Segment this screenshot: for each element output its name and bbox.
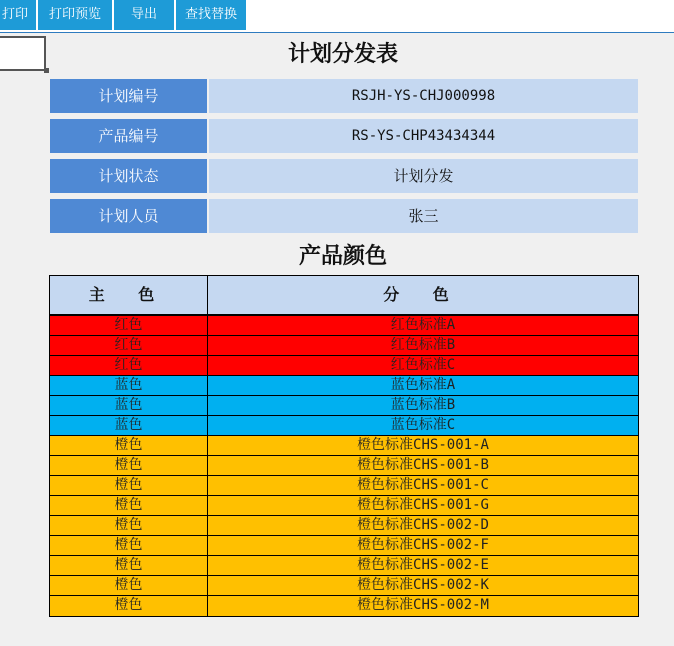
color-section-title: 产品颜色 [298, 243, 387, 269]
table-row [50, 516, 638, 536]
table-row [50, 476, 638, 496]
header-sub-color: 分 色 [383, 285, 463, 304]
find-replace-button[interactable]: 查找替换 [176, 0, 247, 30]
info-label: 计划编号 [50, 79, 207, 113]
main-color-cell[interactable]: 橙色 [50, 476, 208, 495]
print-button[interactable]: 打印 [0, 0, 37, 30]
main-color-cell[interactable]: 橙色 [50, 556, 208, 575]
color-table [49, 275, 639, 617]
info-value[interactable]: 计划分发 [209, 159, 638, 193]
table-row [50, 376, 638, 396]
main-color-cell[interactable]: 蓝色 [50, 396, 208, 415]
main-color-cell[interactable]: 橙色 [50, 516, 208, 535]
table-body [50, 316, 638, 616]
sub-color-cell[interactable]: 橙色标准CHS-002-K [357, 577, 489, 593]
sub-color-cell[interactable]: 红色标准C [390, 357, 456, 373]
page-title: 计划分发表 [287, 41, 398, 67]
info-label: 计划状态 [50, 159, 207, 193]
main-color-cell[interactable]: 蓝色 [50, 376, 208, 395]
selected-cell[interactable] [0, 36, 46, 71]
print-preview-button[interactable]: 打印预览 [38, 0, 113, 30]
header-main-color: 主 色 [50, 276, 208, 314]
info-row-plan-status [50, 159, 638, 193]
main-color-cell[interactable]: 橙色 [50, 596, 208, 616]
table-row [50, 496, 638, 516]
table-row [50, 556, 638, 576]
info-value[interactable]: RS-YS-CHP43434344 [209, 119, 638, 153]
table-row [50, 396, 638, 416]
sub-color-cell[interactable]: 橙色标准CHS-002-M [357, 597, 489, 613]
info-row-plan-number [50, 79, 638, 113]
info-row-planner [50, 199, 638, 233]
sub-color-cell[interactable]: 红色标准A [390, 317, 456, 333]
table-row [50, 456, 638, 476]
table-row [50, 596, 638, 616]
sub-color-cell[interactable]: 橙色标准CHS-001-G [357, 497, 489, 513]
main-color-cell[interactable]: 橙色 [50, 456, 208, 475]
main-color-cell[interactable]: 橙色 [50, 436, 208, 455]
main-color-cell[interactable]: 红色 [50, 336, 208, 355]
sub-color-cell[interactable]: 橙色标准CHS-002-F [357, 537, 489, 553]
sub-color-cell[interactable]: 橙色标准CHS-001-A [357, 437, 489, 453]
main-color-cell[interactable]: 红色 [50, 316, 208, 335]
report-sheet [0, 33, 674, 646]
sub-color-cell[interactable]: 红色标准B [390, 337, 456, 353]
main-color-cell[interactable]: 橙色 [50, 536, 208, 555]
export-button[interactable]: 导出 [114, 0, 175, 30]
sub-color-cell[interactable]: 蓝色标准A [390, 377, 456, 393]
table-row [50, 436, 638, 456]
main-color-cell[interactable]: 橙色 [50, 496, 208, 515]
report-toolbar [0, 0, 674, 33]
sub-color-cell[interactable]: 橙色标准CHS-002-E [357, 557, 489, 573]
main-color-cell[interactable]: 橙色 [50, 576, 208, 595]
sub-color-cell[interactable]: 蓝色标准C [390, 417, 456, 433]
table-row [50, 316, 638, 336]
table-row [50, 536, 638, 556]
sub-color-cell[interactable]: 蓝色标准B [390, 397, 456, 413]
main-color-cell[interactable]: 蓝色 [50, 416, 208, 435]
main-color-cell[interactable]: 红色 [50, 356, 208, 375]
table-row [50, 336, 638, 356]
table-row [50, 416, 638, 436]
sub-color-cell[interactable]: 橙色标准CHS-001-B [357, 457, 489, 473]
sub-color-cell[interactable]: 橙色标准CHS-002-D [357, 517, 489, 533]
info-value[interactable]: 张三 [209, 199, 638, 233]
table-row [50, 576, 638, 596]
info-value[interactable]: RSJH-YS-CHJ000998 [209, 79, 638, 113]
info-row-product-number [50, 119, 638, 153]
table-row [50, 356, 638, 376]
info-label: 产品编号 [50, 119, 207, 153]
info-label: 计划人员 [50, 199, 207, 233]
sub-color-cell[interactable]: 橙色标准CHS-001-C [357, 477, 489, 493]
table-header [50, 276, 638, 316]
